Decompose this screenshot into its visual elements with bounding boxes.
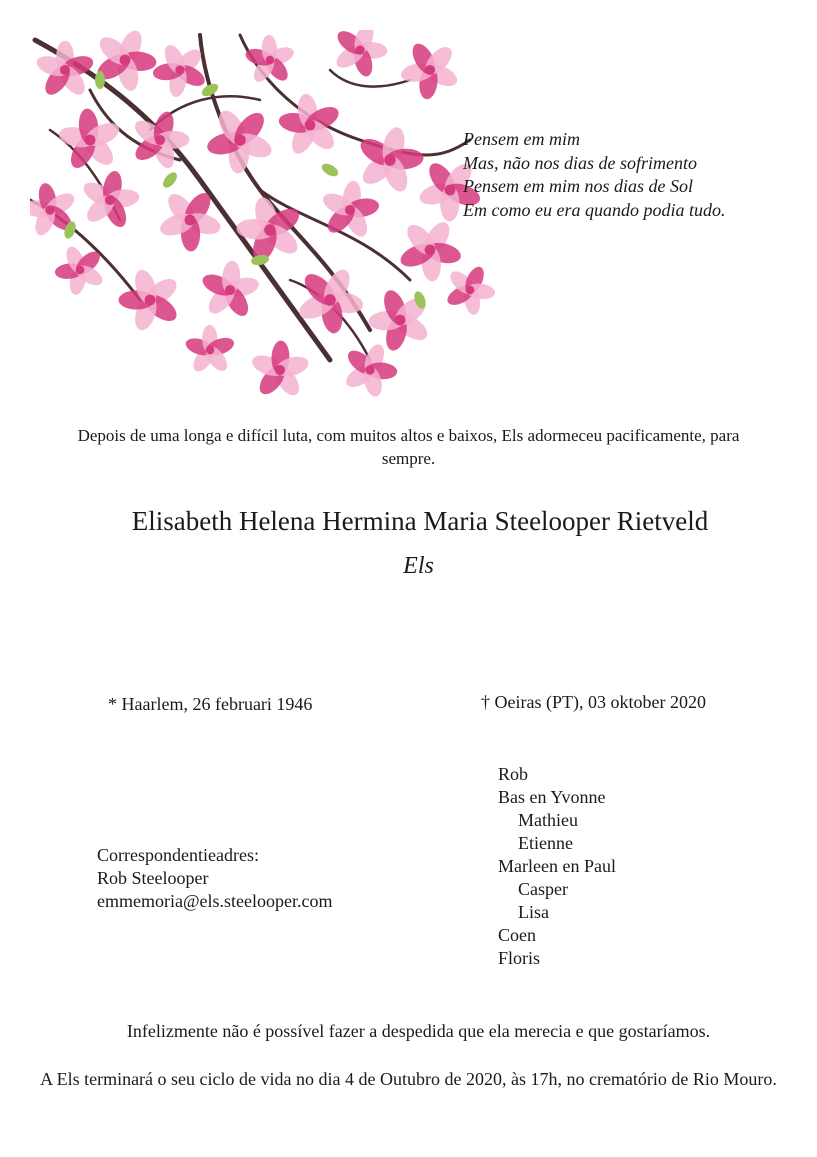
intro-text: Depois de uma longa e difícil luta, com muitos altos e baixos, Els adormeceu pacificamente, para sempre. (77, 426, 740, 468)
deceased-full-name: Elisabeth Helena Hermina Maria Steelooper Rietveld (131, 506, 709, 536)
birth-info: * Haarlem, 26 februari 1946 (108, 694, 313, 714)
poem-line: Pensem em mim (463, 129, 580, 149)
correspondence-address (97, 844, 333, 913)
magnolia-blossom (57, 108, 122, 172)
magnolia-blossom (356, 125, 424, 195)
family-grandchild: Etienne (518, 833, 573, 853)
family-member: Coen (498, 925, 536, 945)
family-member: Marleen en Paul (498, 856, 616, 876)
correspondence-name: Rob Steelooper (97, 868, 209, 888)
family-list (498, 763, 616, 970)
leaf (95, 71, 105, 89)
magnolia-blossom (34, 41, 95, 99)
magnolia-blossom (199, 260, 260, 320)
leaf (160, 170, 179, 190)
magnolia-blossom (131, 109, 190, 170)
magnolia-branch-image (30, 30, 500, 402)
magnolia-blossom (80, 169, 140, 230)
leaf (320, 161, 341, 179)
family-grandchild: Casper (518, 879, 568, 899)
ceremony-info: A Els terminará o seu ciclo de vida no dia 4 de Outubro de 2020, às 17h, no crematório de Rio Mouro. (40, 1069, 777, 1089)
magnolia-blossom (119, 267, 182, 333)
family-grandchild: Mathieu (518, 810, 578, 830)
poem-line: Mas, não nos dias de sofrimento (463, 152, 697, 173)
poem-line: Pensem em mim nos dias de Sol (463, 176, 693, 196)
farewell-note: Infelizmente não é possível fazer a despedida que ela merecia e que gostaríamos. (126, 1021, 711, 1041)
family-grandchild: Lisa (518, 902, 549, 922)
poem-line: Em como eu era quando podia tudo. (463, 199, 726, 220)
magnolia-blossom (277, 92, 342, 157)
deceased-nickname: Els (403, 553, 434, 579)
poem (463, 128, 725, 222)
magnolia-blossom (444, 264, 496, 316)
magnolia-blossom (184, 325, 237, 375)
family-member: Rob (498, 764, 529, 784)
magnolia-blossom (399, 40, 460, 100)
family-member: Bas en Yvonne (498, 787, 606, 807)
magnolia-blossom (205, 106, 275, 174)
magnolia-blossom (320, 180, 381, 241)
family-member: Floris (498, 948, 541, 968)
magnolia-blossom (152, 42, 208, 99)
magnolia-blossom (244, 34, 297, 85)
correspondence-email[interactable]: emmemoria@els.steelooper.com (97, 891, 333, 911)
magnolia-blossom (342, 342, 397, 399)
correspondence-label: Correspondentieadres: (97, 845, 259, 865)
magnolia-blossom (249, 340, 310, 399)
magnolia-blossom (333, 30, 388, 79)
death-info: † Oeiras (PT), 03 oktober 2020 (481, 692, 706, 712)
